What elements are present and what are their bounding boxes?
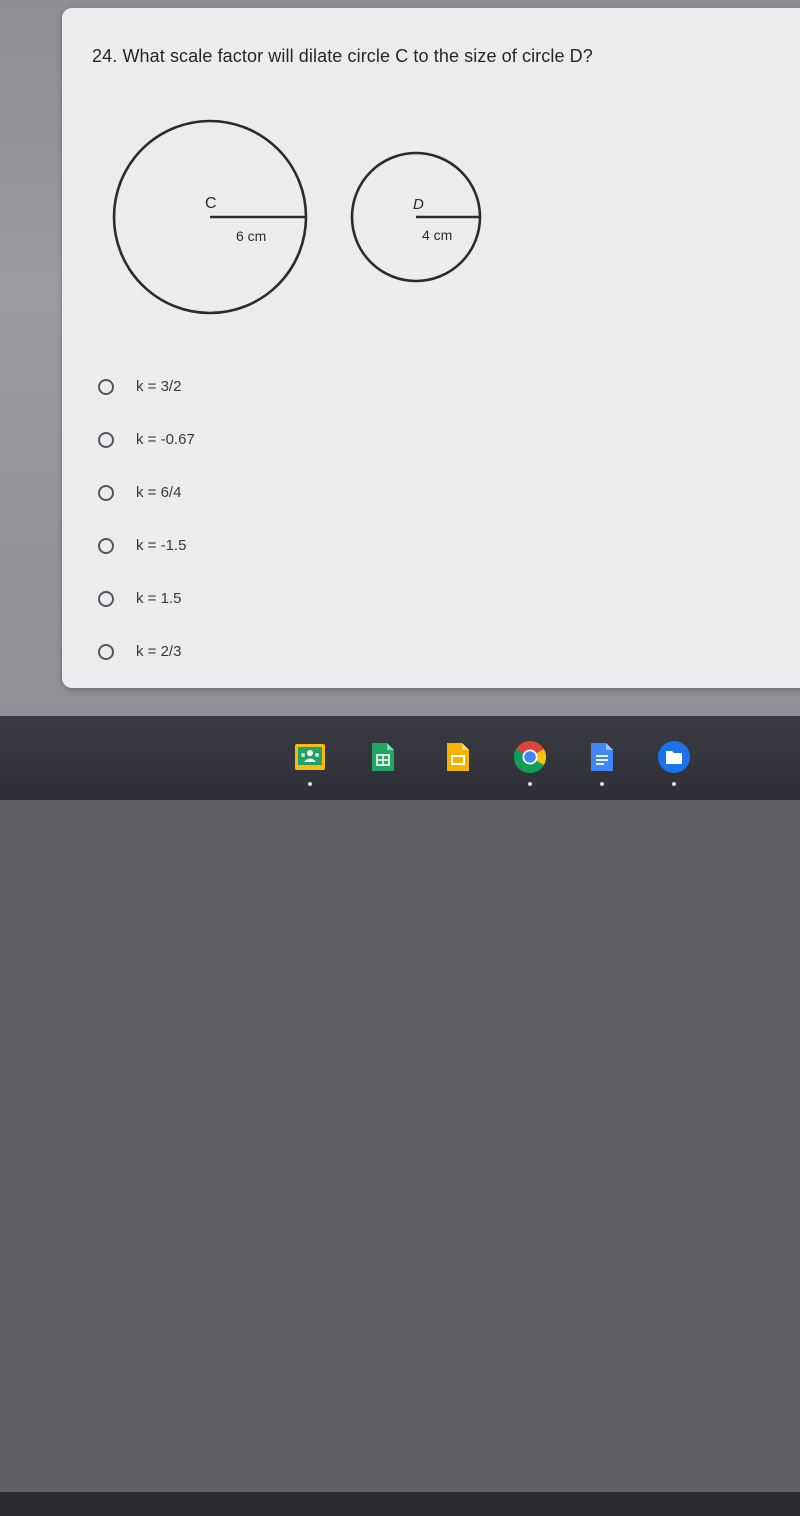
option-5[interactable] — [98, 572, 195, 625]
circle-d-radius-label: 4 cm — [422, 227, 453, 243]
google-classroom-icon — [294, 742, 326, 772]
taskbar-app-docs[interactable] — [585, 740, 619, 774]
taskbar-app-classroom[interactable] — [293, 740, 327, 774]
option-label: k = 2/3 — [136, 643, 182, 660]
running-indicator — [528, 782, 532, 786]
answer-options — [98, 360, 195, 678]
taskbar — [0, 716, 800, 800]
circle-d-label: D — [413, 196, 424, 213]
option-2[interactable] — [98, 413, 195, 466]
option-label: k = -0.67 — [136, 431, 195, 448]
running-indicator — [672, 782, 676, 786]
running-indicator — [600, 782, 604, 786]
question-text — [92, 46, 593, 67]
screen — [0, 0, 800, 716]
option-3[interactable] — [98, 466, 195, 519]
taskbar-app-sheets[interactable] — [366, 740, 400, 774]
question-card — [62, 8, 800, 688]
running-indicator — [308, 782, 312, 786]
option-6[interactable] — [98, 625, 195, 678]
question-prompt: What scale factor will dilate circle C to the size of circle D? — [122, 46, 593, 66]
circle-c — [114, 121, 306, 313]
circle-d — [352, 153, 480, 281]
taskbar-shelf-bottom — [0, 1492, 800, 1516]
option-label: k = -1.5 — [136, 537, 187, 554]
taskbar-app-chrome[interactable] — [513, 740, 547, 774]
radio-button[interactable] — [98, 538, 114, 554]
circle-c-label: C — [205, 195, 217, 212]
radio-button[interactable] — [98, 591, 114, 607]
radio-button[interactable] — [98, 379, 114, 395]
files-icon — [657, 740, 691, 774]
circle-c-radius-label: 6 cm — [236, 228, 267, 244]
google-slides-icon — [445, 741, 471, 773]
radio-button[interactable] — [98, 644, 114, 660]
option-label: k = 6/4 — [136, 484, 182, 501]
taskbar-app-files[interactable] — [657, 740, 691, 774]
google-docs-icon — [589, 741, 615, 773]
option-1[interactable] — [98, 360, 195, 413]
radio-button[interactable] — [98, 432, 114, 448]
chrome-icon — [513, 740, 547, 774]
option-label: k = 1.5 — [136, 590, 182, 607]
google-sheets-icon — [370, 741, 396, 773]
question-number: 24. — [92, 46, 118, 66]
circles-figure — [102, 108, 502, 338]
radio-button[interactable] — [98, 485, 114, 501]
taskbar-app-slides[interactable] — [441, 740, 475, 774]
option-label: k = 3/2 — [136, 378, 182, 395]
option-4[interactable] — [98, 519, 195, 572]
